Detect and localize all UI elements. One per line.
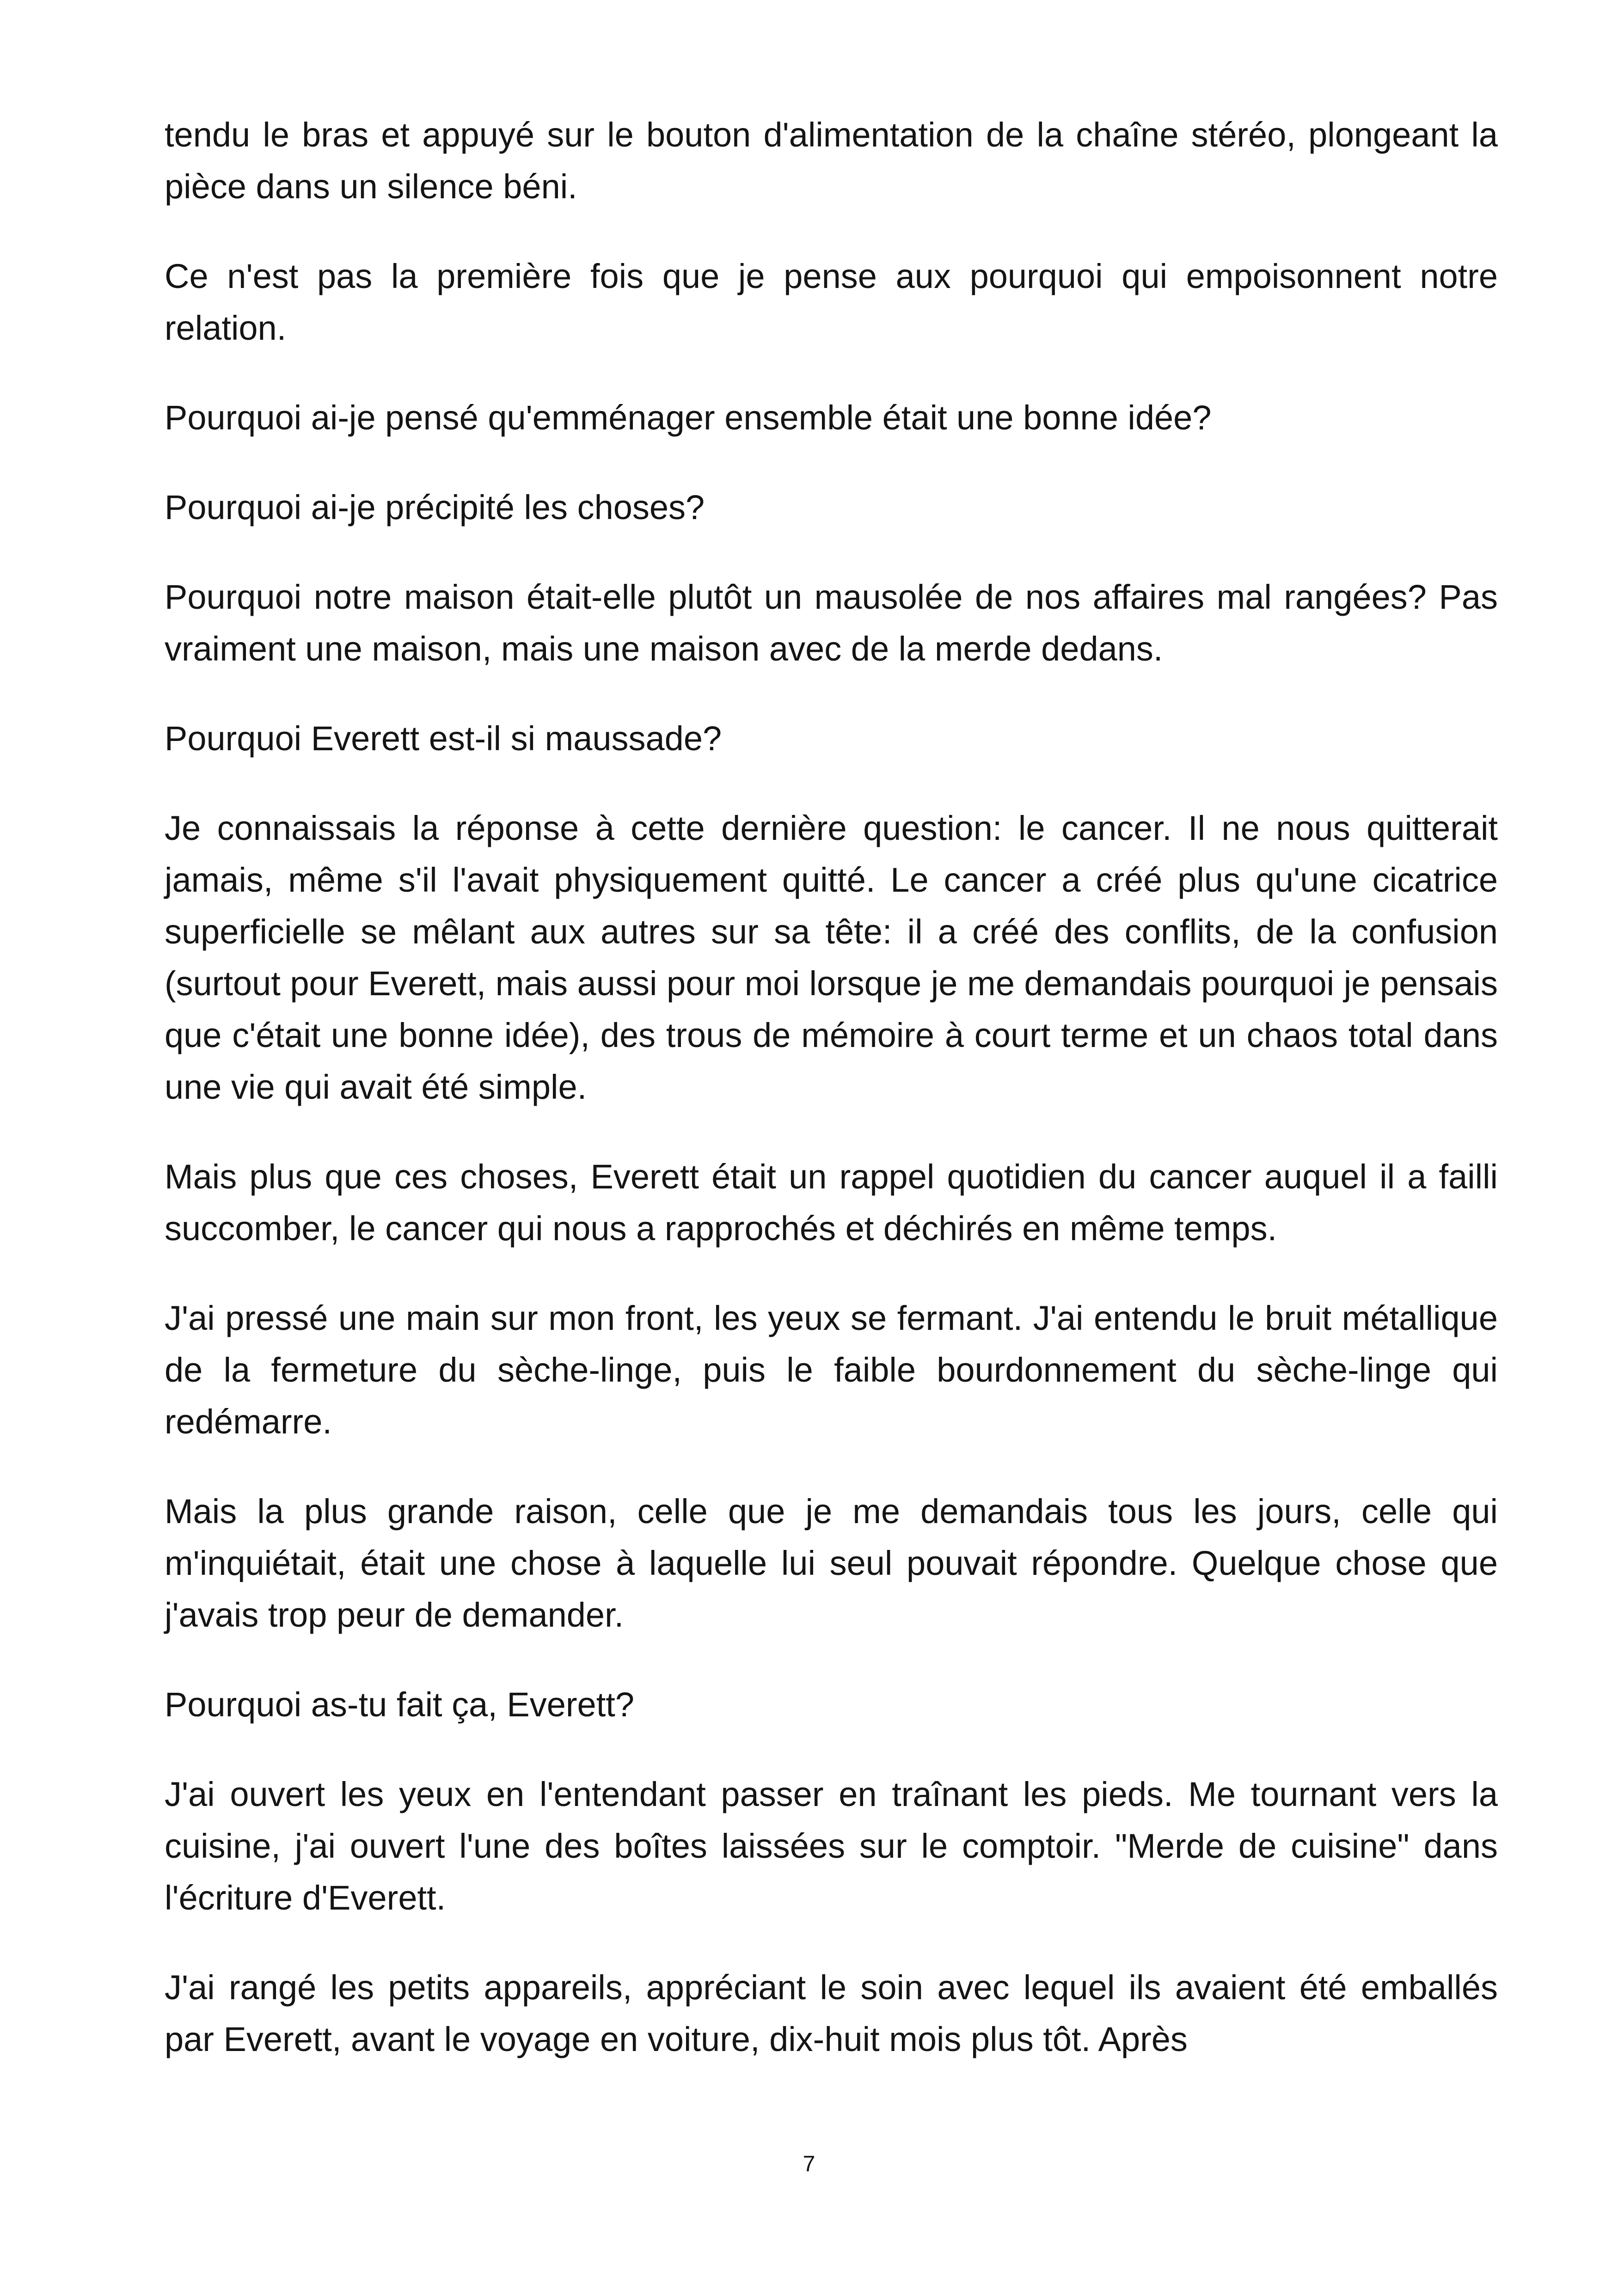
- paragraph-4: Pourquoi ai-je précipité les choses?: [165, 488, 705, 527]
- paragraph-13: J'ai rangé les petits appareils, appréciant le soin avec lequel ils avaient été emballés par Everett, avant le voyage en voiture, dix-huit mois plus tôt. Après: [165, 1968, 1498, 2058]
- page-number: 7: [803, 2152, 815, 2176]
- paragraph-2: Ce n'est pas la première fois que je pense aux pourquoi qui empoisonnent notre relation.: [165, 257, 1498, 347]
- paragraph-11: Pourquoi as-tu fait ça, Everett?: [165, 1685, 634, 1724]
- paragraph-6: Pourquoi Everett est-il si maussade?: [165, 719, 722, 758]
- paragraph-7: Je connaissais la réponse à cette dernière question: le cancer. Il ne nous quitterait jamais, même s'il l'avait physiquement quitté. Le cancer a créé plus qu'une cicatrice superficielle se mêlant aux autres sur sa tête: il a créé des conflits, de la confusion (surtout pour Everett, mais aussi pour moi lorsque je me demandais pourquoi je pensais que c'était une bonne idée), des trous de mémoire à court terme et un chaos total dans une vie qui avait été simple.: [165, 809, 1498, 1106]
- paragraph-8: Mais plus que ces choses, Everett était un rappel quotidien du cancer auquel il a failli succomber, le cancer qui nous a rapprochés et déchirés en même temps.: [165, 1157, 1498, 1248]
- paragraph-12: J'ai ouvert les yeux en l'entendant passer en traînant les pieds. Me tournant vers la cuisine, j'ai ouvert l'une des boîtes laissées sur le comptoir. "Merde de cuisine" dans l'écriture d'Everett.: [165, 1775, 1498, 1917]
- paragraph-9: J'ai pressé une main sur mon front, les yeux se fermant. J'ai entendu le bruit métallique de la fermeture du sèche-linge, puis le faible bourdonnement du sèche-linge qui redémarre.: [165, 1299, 1498, 1441]
- paragraph-3: Pourquoi ai-je pensé qu'emménager ensemble était une bonne idée?: [165, 398, 1212, 437]
- body-text: [165, 109, 1498, 2065]
- paragraph-1: tendu le bras et appuyé sur le bouton d'alimentation de la chaîne stéréo, plongeant la pièce dans un silence béni.: [165, 116, 1498, 206]
- paragraph-10: Mais la plus grande raison, celle que je me demandais tous les jours, celle qui m'inquiétait, était une chose à laquelle lui seul pouvait répondre. Quelque chose que j'avais trop peur de demander.: [165, 1492, 1498, 1634]
- paragraph-5: Pourquoi notre maison était-elle plutôt un mausolée de nos affaires mal rangées? Pas vraiment une maison, mais une maison avec de la merde dedans.: [165, 578, 1498, 668]
